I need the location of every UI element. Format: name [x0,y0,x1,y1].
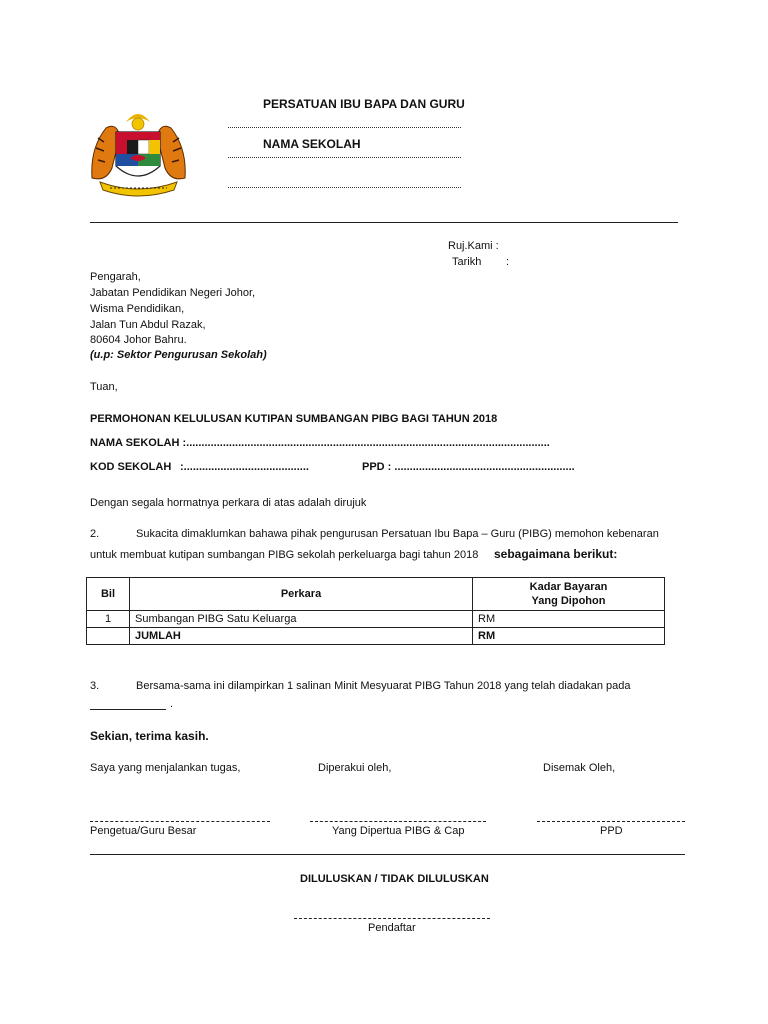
table-row [87,611,665,628]
recipient-line3: Wisma Pendidikan, [90,303,185,315]
sig-line-1 [90,821,270,822]
header-kadar-line2: Yang Dipohon [531,595,606,607]
sig-col3-top: Disemak Oleh, [543,762,616,774]
kod-sekolah-value: :......................................... [180,461,309,473]
ppd-field: PPD : ........................................................... [362,461,575,473]
kod-sekolah-label: KOD SEKOLAH [90,461,172,473]
total-bil [87,628,130,645]
recipient-up: (u.p: Sektor Pengurusan Sekolah) [90,349,267,361]
salutation: Tuan, [90,381,118,393]
para2-line2b: sebagaimana berikut: [494,547,618,561]
tarikh-colon: : [506,256,510,268]
table-total-row [87,628,665,645]
para3-num: 3. [90,680,100,692]
total-kadar: RM [473,628,665,645]
para3-line2-end: . [170,698,174,710]
tarikh-label: Tarikh [452,256,482,268]
header-title: PERSATUAN IBU BAPA DAN GURU [263,97,465,111]
row-perkara: Sumbangan PIBG Satu Keluarga [130,611,473,628]
recipient-line2: Jabatan Pendidikan Negeri Johor, [90,287,256,299]
header-bil: Bil [87,578,130,611]
sig-col1-bottom: Pengetua/Guru Besar [90,825,197,837]
registrar-label: Pendaftar [368,922,416,934]
para3-date-blank [90,709,166,710]
para1: Dengan segala hormatnya perkara di atas adalah dirujuk [90,497,367,509]
sig-line-3 [537,821,685,822]
recipient-line1: Pengarah, [90,271,141,283]
para2-num: 2. [90,528,100,540]
para2-line1: Sukacita dimaklumkan bahawa pihak pengurusan Persatuan Ibu Bapa – Guru (PIBG) memohon kebenaran [136,528,659,540]
approval-label: DILULUSKAN / TIDAK DILULUSKAN [300,873,489,885]
dotted-line-2 [228,157,461,158]
subject: PERMOHONAN KELULUSAN KUTIPAN SUMBANGAN PIBG BAGI TAHUN 2018 [90,413,498,425]
header-kadar [473,578,665,611]
sig-col2-bottom: Yang Dipertua PIBG & Cap [332,825,465,837]
sig-col2-top: Diperakui oleh, [318,762,392,774]
row-bil: 1 [87,611,130,628]
registrar-sig-line [294,918,490,919]
dotted-line-1 [228,127,461,128]
total-label: JUMLAH [130,628,473,645]
sig-col3-bottom: PPD [600,825,623,837]
sig-line-2 [310,821,486,822]
approval-rule [90,854,685,855]
header-rule [90,222,678,223]
table-header-row [87,578,665,611]
dotted-line-3 [228,187,461,188]
sig-col1-top: Saya yang menjalankan tugas, [90,762,241,774]
recipient-line4: Jalan Tun Abdul Razak, [90,319,206,331]
recipient-line5: 80604 Johor Bahru. [90,334,187,346]
fee-table [86,577,665,645]
para2-line2a: untuk membuat kutipan sumbangan PIBG sekolah perkeluarga bagi tahun 2018 [90,549,479,561]
nama-sekolah-field: NAMA SEKOLAH :....................................................................................................................... [90,437,550,449]
closing: Sekian, terima kasih. [90,729,209,743]
ruj-kami-label: Ruj.Kami : [448,240,499,252]
school-name: NAMA SEKOLAH [263,137,361,151]
header-perkara: Perkara [130,578,473,611]
header-kadar-line1: Kadar Bayaran [529,581,608,593]
row-kadar: RM [473,611,665,628]
crest-icon [86,108,191,198]
para3-line1: Bersama-sama ini dilampirkan 1 salinan Minit Mesyuarat PIBG Tahun 2018 yang telah diadakan pada [136,680,631,692]
